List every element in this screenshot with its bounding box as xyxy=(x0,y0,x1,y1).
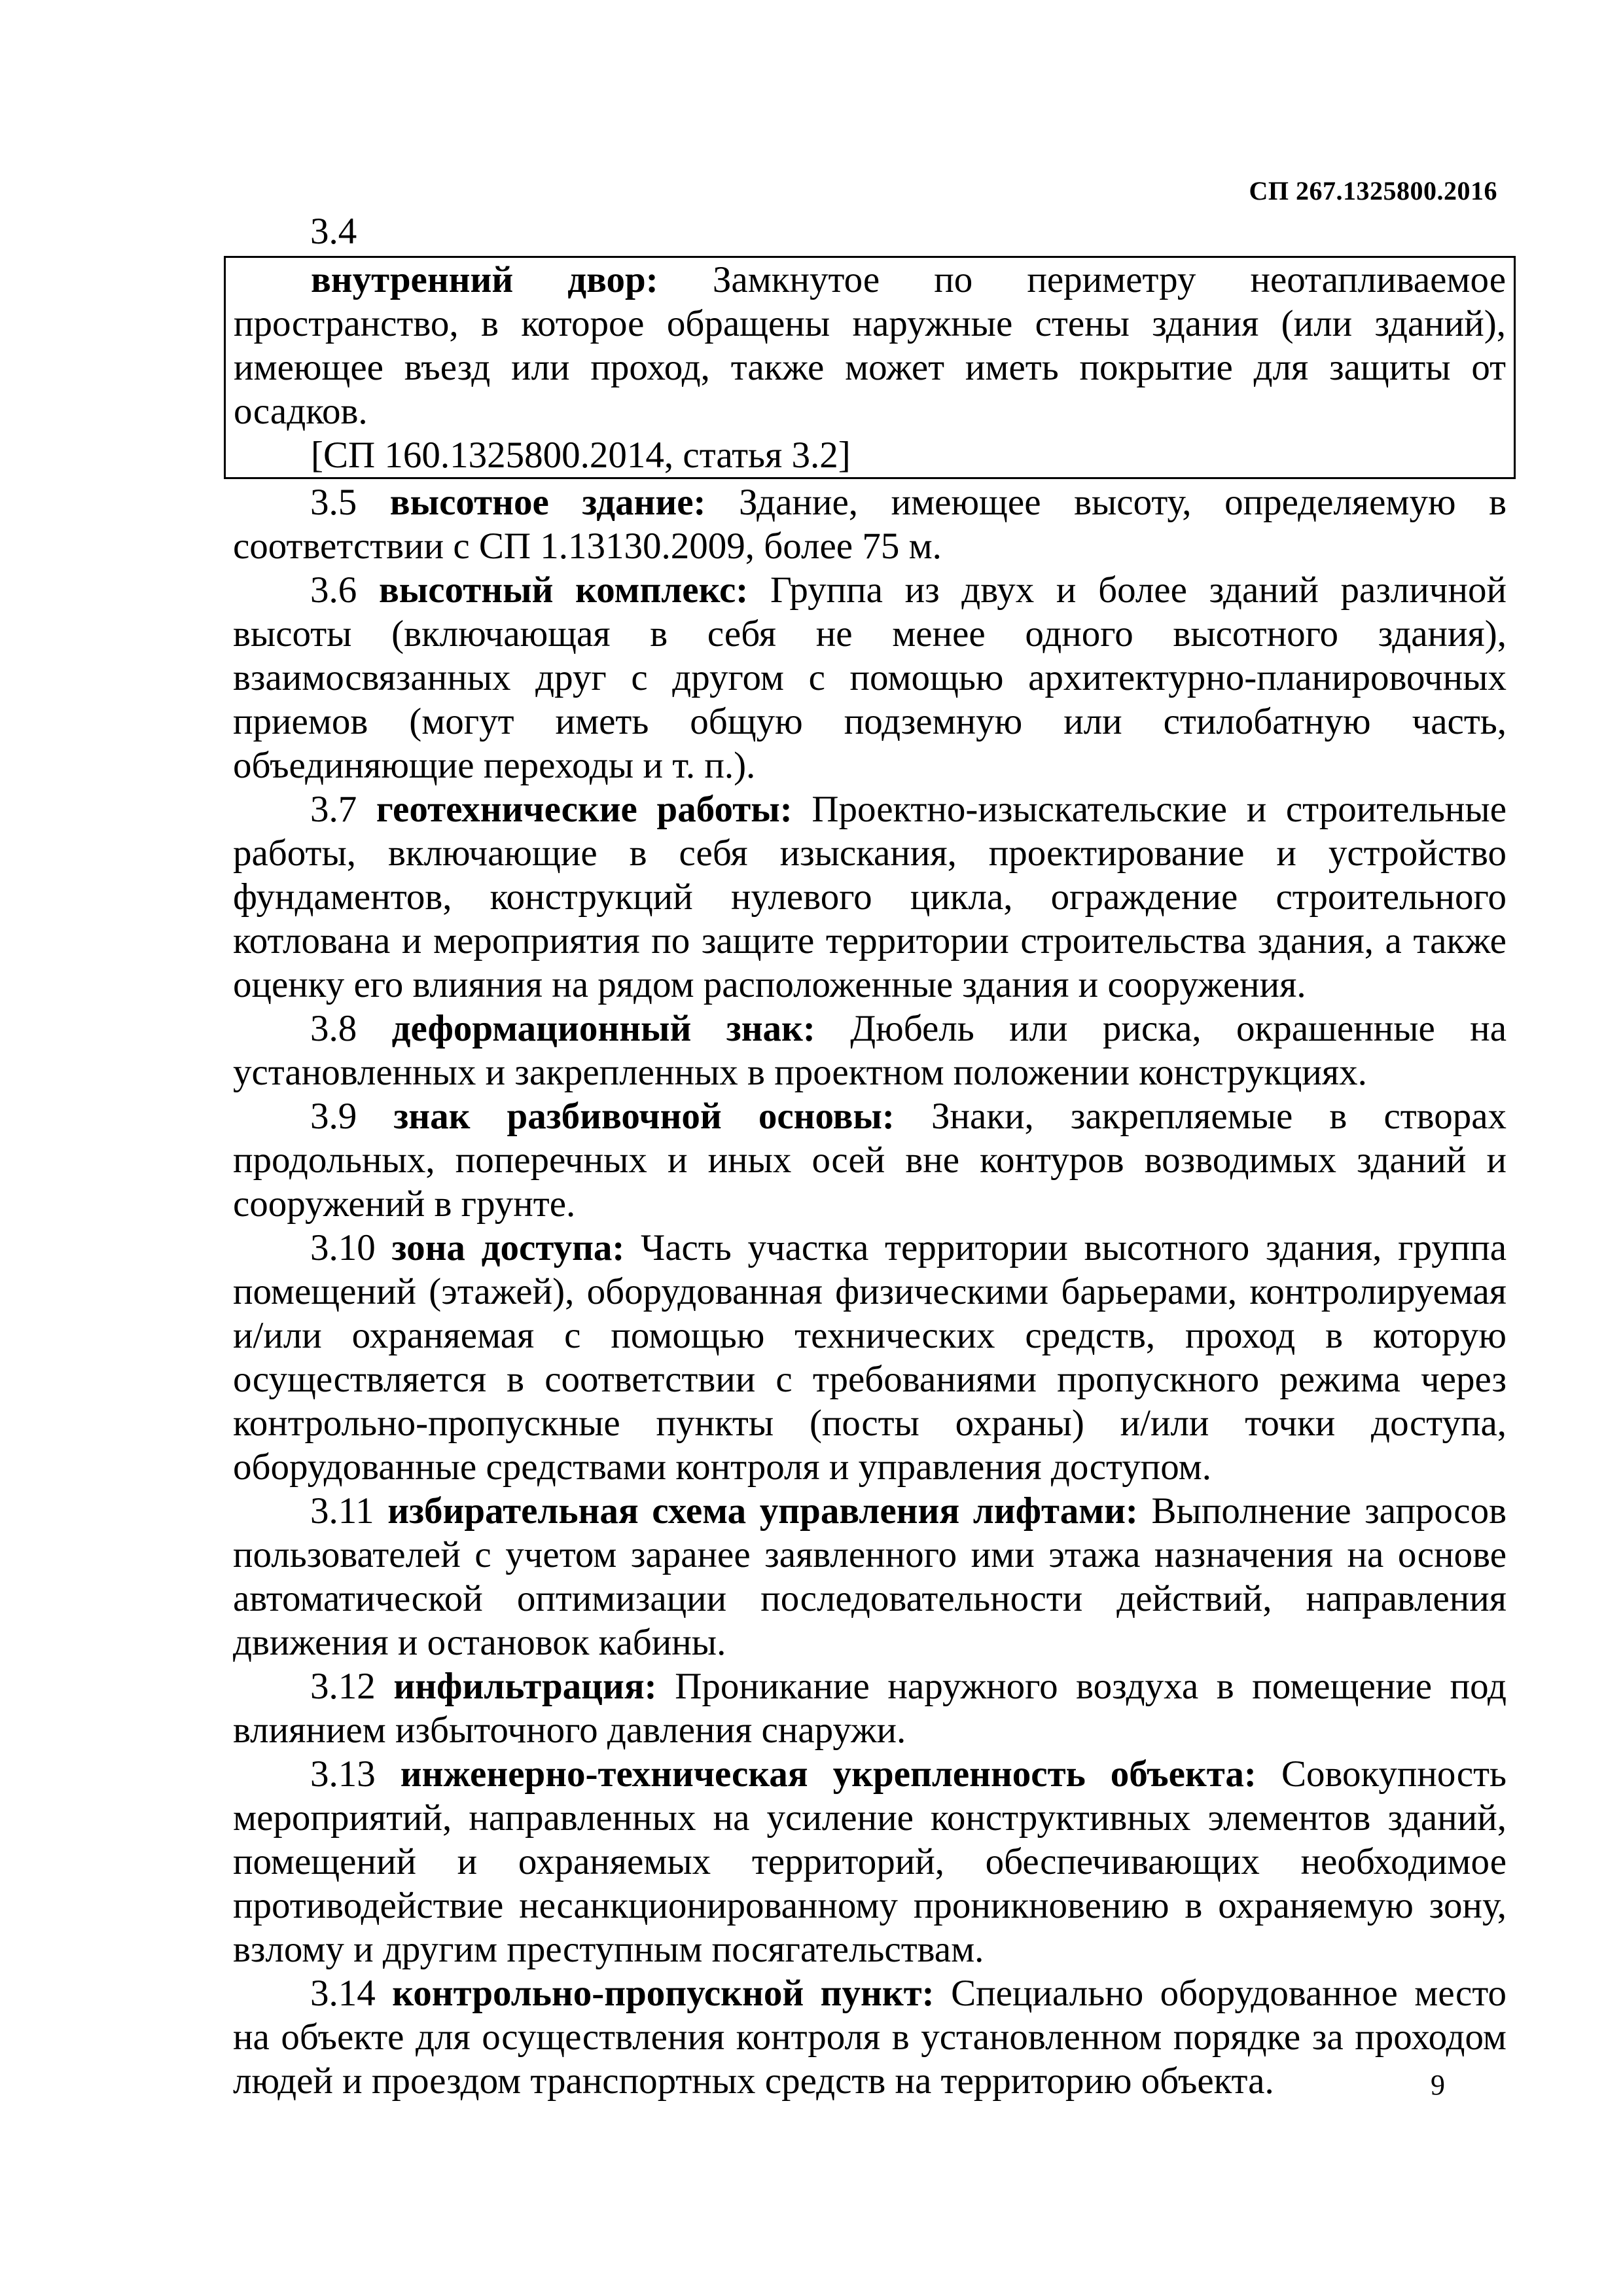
term: контрольно-пропускной пункт: xyxy=(392,1973,935,2014)
definition-entry xyxy=(233,1489,1507,1664)
box-entry-number: 3.4 xyxy=(310,211,357,252)
entry-number: 3.8 xyxy=(310,1008,392,1049)
entry-number: 3.6 xyxy=(310,569,379,611)
definition-text: Дюбель или риска, окрашенные на установленных и закрепленных в проектном положении конструкциях. xyxy=(233,1008,1507,1093)
term: избирательная схема управления лифтами: xyxy=(387,1490,1138,1532)
page-number: 9 xyxy=(1431,2069,1445,2101)
document-code-header: СП 267.1325800.2016 xyxy=(1249,176,1497,206)
definition-text: Знаки, закрепляемые в створах продольных, поперечных и иных осей вне контуров возводимых зданий и сооружений в грунте. xyxy=(233,1096,1507,1225)
term: внутренний двор: xyxy=(311,259,658,300)
entry-number: 3.14 xyxy=(310,1973,393,2014)
definition-text: Специально оборудованное место на объекте для осуществления контроля в установленном порядке за проходом людей и проездом транспортных средств на территорию объекта. xyxy=(233,1973,1507,2102)
definition-entry xyxy=(233,1664,1507,1752)
entry-number: 3.12 xyxy=(310,1666,394,1707)
definition-text: Группа из двух и более зданий различной высоты (включающая в себя не менее одного высотного здания), взаимосвязанных друг с другом с помощью архитектурно-планировочных приемов (могут иметь общую подземную или стилобатную часть, объединяющие переходы и т. п.). xyxy=(233,569,1507,786)
terms-section xyxy=(233,209,1507,2103)
term: деформационный знак: xyxy=(391,1008,815,1049)
definition-text: Проникание наружного воздуха в помещение под влиянием избыточного давления снаружи. xyxy=(233,1666,1507,1751)
term: инфильтрация: xyxy=(393,1666,657,1707)
quoted-definition-box xyxy=(224,256,1516,479)
entry-number: 3.5 xyxy=(310,482,390,523)
term: высотное здание: xyxy=(389,482,706,523)
definition-entry xyxy=(233,1752,1507,1971)
term: знак разбивочной основы: xyxy=(393,1096,895,1137)
definition-list xyxy=(233,480,1507,2103)
definition-text: Замкнутое по периметру неотапливаемое пространство, в которое обращены наружные стены здания (или зданий), имеющее въезд или проход, также может иметь покрытие для защиты от осадков. xyxy=(234,259,1506,432)
definition-entry xyxy=(233,568,1507,787)
term: геотехнические работы: xyxy=(376,789,793,830)
definition-text: Проектно-изыскательские и строительные работы, включающие в себя изыскания, проектирование и устройство фундаментов, конструкций нулевого цикла, ограждение строительного котлована и мероприятия по защите территории строительства здания, а также оценку его влияния на рядом расположенные здания и сооружения. xyxy=(233,789,1507,1005)
definition-entry xyxy=(233,1007,1507,1094)
definition-text: Совокупность мероприятий, направленных на усиление конструктивных элементов зданий, помещений и охраняемых территорий, обеспечивающих необходимое противодействие несанкционированному проникновению в охраняемую зону, взлому и другим преступным посягательствам. xyxy=(233,1753,1507,1970)
entry-number: 3.7 xyxy=(310,789,376,830)
definition-text: Выполнение запросов пользователей с учетом заранее заявленного ими этажа назначения на основе автоматической оптимизации последовательности действий, направления движения и остановок кабины. xyxy=(233,1490,1507,1663)
definition-entry xyxy=(233,1971,1507,2103)
definition-entry xyxy=(233,787,1507,1007)
definition-entry xyxy=(233,1226,1507,1489)
entry-number: 3.10 xyxy=(310,1227,392,1268)
entry-number: 3.9 xyxy=(310,1096,394,1137)
term: высотный комплекс: xyxy=(378,569,749,611)
term: инженерно-техническая укрепленность объекта: xyxy=(400,1753,1257,1795)
definition-entry-3-4 xyxy=(234,258,1506,433)
entry-number: 3.13 xyxy=(310,1753,401,1795)
definition-text: Часть участка территории высотного здания, группа помещений (этажей), оборудованная физическими барьерами, контролируемая и/или охраняемая с помощью технических средств, проход в которую осуществляется в соответствии с требованиями пропускного режима через контрольно-пропускные пункты (посты охраны) и/или точки доступа, оборудованные средствами контроля и управления доступом. xyxy=(233,1227,1507,1488)
definition-entry xyxy=(233,1094,1507,1226)
entry-number: 3.11 xyxy=(310,1490,388,1532)
definition-entry xyxy=(233,480,1507,568)
source-reference: [СП 160.1325800.2014, статья 3.2] xyxy=(311,435,851,476)
definition-text: Здание, имеющее высоту, определяемую в соответствии с СП 1.13130.2009, более 75 м. xyxy=(233,482,1507,567)
term: зона доступа: xyxy=(391,1227,625,1268)
